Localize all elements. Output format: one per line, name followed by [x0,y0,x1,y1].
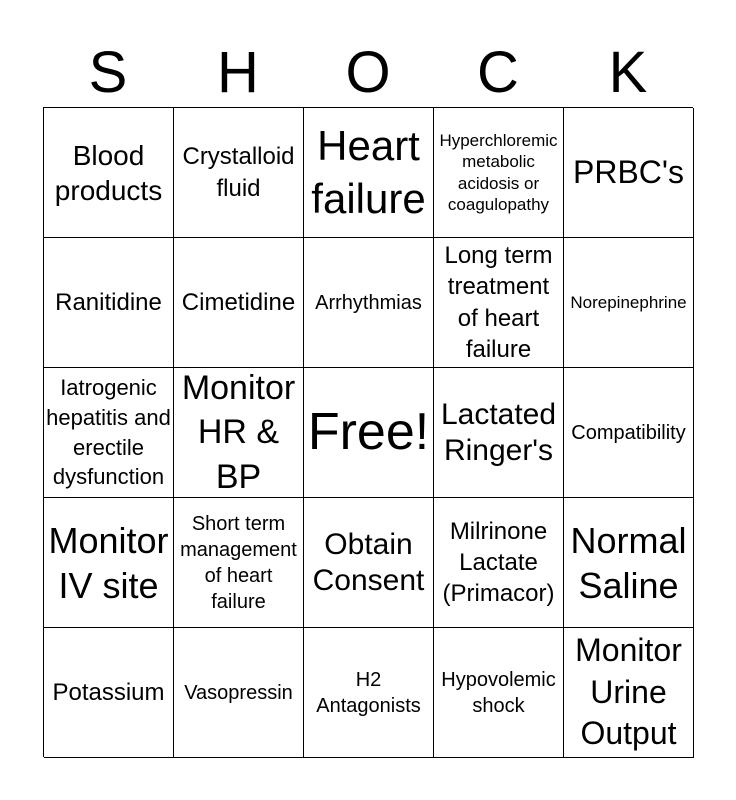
bingo-cell-r2-c1[interactable] [44,238,174,368]
bingo-board [43,107,693,757]
cell-text: Short term management of heart failure [180,512,297,613]
bingo-cell-r4-c3[interactable] [304,498,434,628]
cell-text: Obtain Consent [312,527,425,597]
cell-text: PRBC's [572,153,684,190]
bingo-cell-r3-c4[interactable] [434,368,564,498]
bingo-cell-r1-c5[interactable] [564,108,694,238]
cell-text: Compatibility [571,421,686,444]
cell-text: Normal Saline [570,519,687,606]
cell-text: Hyperchloremic metabolic acidosis or coagulopathy [439,131,558,214]
bingo-cell-r5-c5[interactable] [564,628,694,758]
cell-text: Cimetidine [181,288,296,316]
cell-text: Monitor HR & BP [181,369,296,496]
cell-text: Norepinephrine [570,292,687,312]
cell-text: Free! [307,402,430,461]
bingo-cell-r5-c4[interactable] [434,628,564,758]
bingo-cell-r5-c1[interactable] [44,628,174,758]
cell-text: Milrinone Lactate (Primacor) [442,517,555,608]
cell-text: Hypovolemic shock [441,668,556,717]
cell-text: H2 Antagonists [316,668,421,717]
cell-text: Crystalloid fluid [182,143,295,202]
header-letter-o: O [345,40,391,105]
cell-text: Iatrogenic hepatitis and erectile dysfunction [46,375,171,490]
bingo-cell-r1-c2[interactable] [174,108,304,238]
bingo-cell-r2-c3[interactable] [304,238,434,368]
header-letter-s: S [88,40,128,105]
bingo-cell-r4-c4[interactable] [434,498,564,628]
cell-text: Ranitidine [55,288,162,316]
bingo-cell-r5-c2[interactable] [174,628,304,758]
cell-text: Monitor IV site [48,519,169,606]
cell-text: Long term treatment of heart failure [444,242,553,363]
bingo-cell-r1-c4[interactable] [434,108,564,238]
bingo-cell-r3-c1[interactable] [44,368,174,498]
header-letter-k: K [608,40,648,105]
bingo-cell-r4-c5[interactable] [564,498,694,628]
bingo-cell-r3-c5[interactable] [564,368,694,498]
bingo-cell-r1-c1[interactable] [44,108,174,238]
header-letter-h: H [217,40,259,105]
bingo-cell-r1-c3[interactable] [304,108,434,238]
bingo-cell-free[interactable] [304,368,434,498]
cell-text: Monitor Urine Output [575,632,682,752]
bingo-header [43,38,693,108]
cell-text: Lactated Ringer's [440,397,557,467]
cell-text: Potassium [52,678,165,706]
cell-text: Heart failure [311,122,426,222]
cell-text: Vasopressin [184,681,293,704]
header-letter-c: C [477,40,519,105]
bingo-cell-r4-c1[interactable] [44,498,174,628]
bingo-cell-r2-c4[interactable] [434,238,564,368]
cell-text: Blood products [54,139,163,206]
bingo-cell-r2-c2[interactable] [174,238,304,368]
bingo-cell-r3-c2[interactable] [174,368,304,498]
cell-text: Arrhythmias [315,291,422,314]
bingo-cell-r5-c3[interactable] [304,628,434,758]
bingo-cell-r4-c2[interactable] [174,498,304,628]
bingo-cell-r2-c5[interactable] [564,238,694,368]
